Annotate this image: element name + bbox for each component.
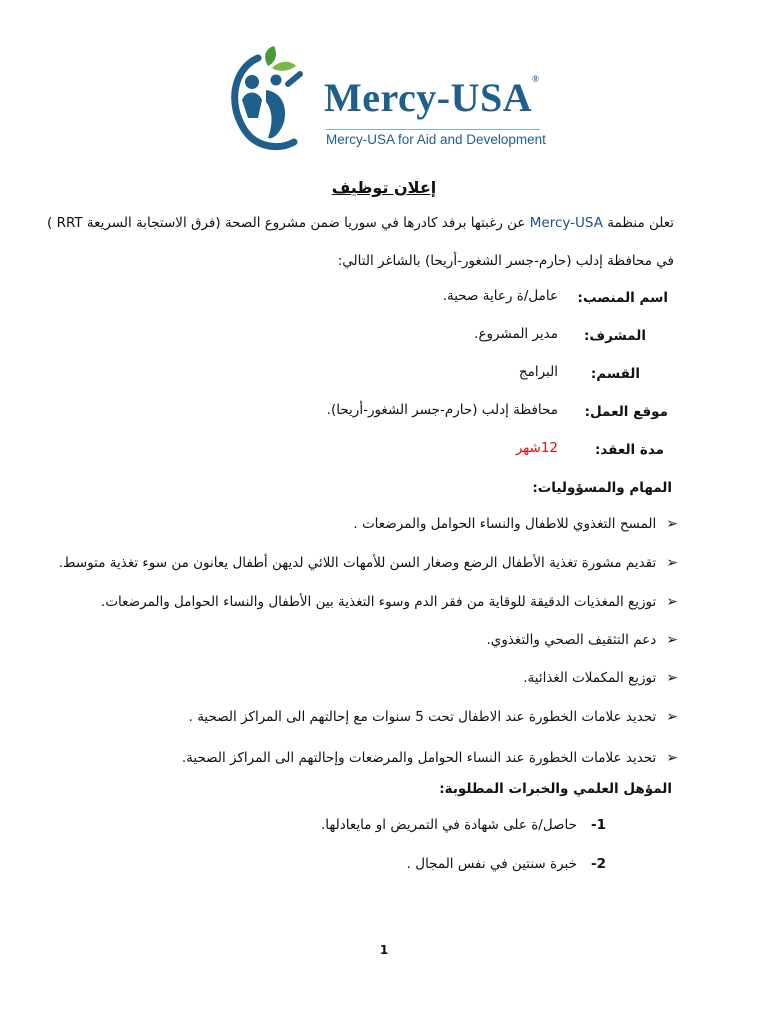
logo-tagline: Mercy-USA for Aid and Development [326,132,546,147]
qualification-item: 1-حاصل/ة على شهادة في التمريض او مايعادلها. [321,817,606,833]
arrow-bullet-icon: ➢ [666,709,678,725]
arrow-bullet-icon: ➢ [666,632,678,648]
arrow-bullet-icon: ➢ [666,594,678,610]
page-number: 1 [379,943,389,957]
logo-wordmark: Mercy-USA® [324,74,540,120]
field-value-duration: 12شهر [515,440,558,456]
mercy-usa-logo [228,44,544,154]
duties-heading: المهام والمسؤوليات: [532,480,672,496]
field-label-position: اسم المنصب: [577,290,668,306]
duty-item: ➢تحديد علامات الخطورة عند النساء الحوامل والمرضعات وإحالتهم الى المراكز الصحية. [181,750,678,766]
duty-item: ➢تقديم مشورة تغذية الأطفال الرضع وصغار السن للأمهات اللائي لديهن أطفال يعانون من سوء تغذية متوسط. [58,555,678,571]
duty-item: ➢توزيع المكملات الغذائية. [523,670,678,686]
arrow-bullet-icon: ➢ [666,750,678,766]
intro-line-2: في محافظة إدلب (حارم-جسر الشغور-أريحا) بالشاغر التالي: [337,253,674,269]
qualifications-heading: المؤهل العلمي والخبرات المطلوبة: [439,781,672,797]
duty-item: ➢المسح التغذوي للاطفال والنساء الحوامل والمرضعات . [353,516,678,532]
field-value-department: البرامج [518,364,558,380]
page-title: إعلان توظيف [331,178,437,197]
arrow-bullet-icon: ➢ [666,670,678,686]
field-label-department: القسم: [590,366,640,382]
qualification-item: 2-خبرة سنتين في نفس المجال . [406,856,606,872]
intro-line-1: تعلن منظمة Mercy-USA عن رغبتها برفد كادرها في سوريا ضمن مشروع الصحة (فرق الاستجابة السريعة RRT ) [47,215,674,231]
duty-item: ➢تحديد علامات الخطورة عند الاطفال تحت 5 سنوات مع إحالتهم الى المراكز الصحية . [188,709,678,725]
field-value-position: عامل/ة رعاية صحية. [442,288,558,304]
field-label-supervisor: المشرف: [584,328,646,344]
org-name: Mercy-USA [529,215,603,231]
duty-item: ➢توزيع المغذيات الدقيقة للوقاية من فقر الدم وسوء التغذية بين الأطفال والنساء الحوامل والمرضعات. [101,594,678,610]
logo-divider [326,129,540,130]
field-value-location: محافظة إدلب (حارم-جسر الشغور-أريحا). [326,402,558,418]
arrow-bullet-icon: ➢ [666,555,678,571]
logo-figure-icon [228,44,320,152]
field-label-location: موقع العمل: [584,404,668,420]
duty-item: ➢دعم التثقيف الصحي والتغذوي. [486,632,678,648]
field-label-duration: مدة العقد: [594,442,664,458]
arrow-bullet-icon: ➢ [666,516,678,532]
field-value-supervisor: مدير المشروع. [474,326,558,342]
